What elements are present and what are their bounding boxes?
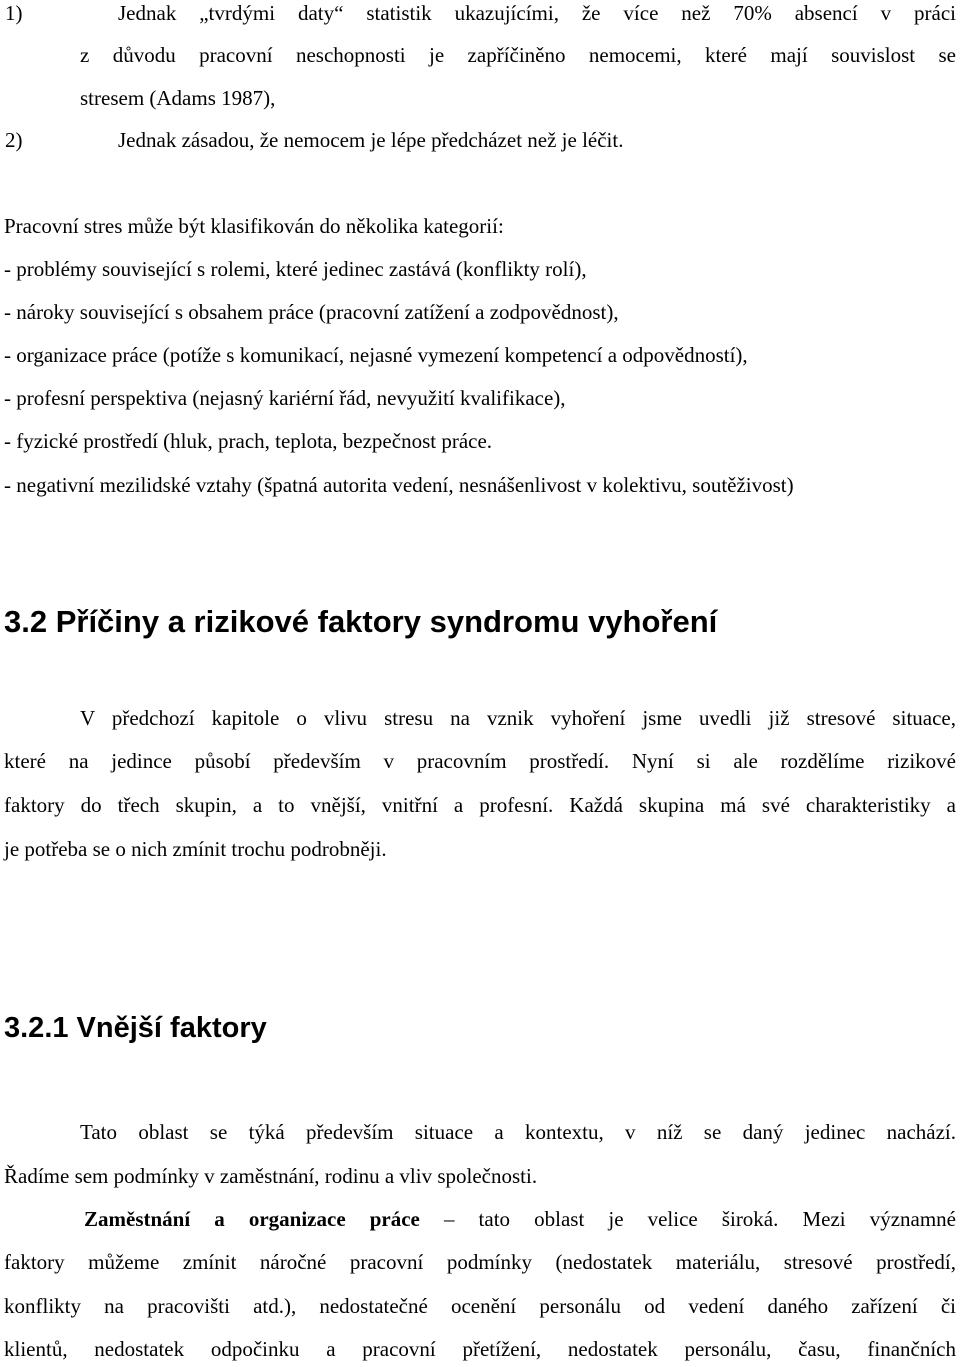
paragraph-line: V předchozí kapitole o vlivu stresu na vznik vyhoření jsme uvedli již stresové situace,: [80, 706, 956, 730]
paragraph-line: je potřeba se o nich zmínit trochu podrobněji.: [4, 837, 387, 861]
paragraph-line: [84, 1206, 956, 1232]
paragraph-line: Tato oblast se týká především situace a kontextu, v níž se daný jedinec nachází.: [80, 1120, 956, 1144]
paragraph-line: konflikty na pracovišti atd.), nedostatečné ocenění personálu od vedení daného zařízení či: [4, 1294, 956, 1318]
paragraph-line: faktory můžeme zmínit náročné pracovní podmínky (nedostatek materiálu, stresové prostředí,: [4, 1250, 956, 1274]
paragraph-line: Řadíme sem podmínky v zaměstnání, rodinu a vliv společnosti.: [4, 1164, 538, 1188]
subsection-heading: 3.2.1 Vnější faktory: [4, 1012, 267, 1044]
list-item: - organizace práce (potíže s komunikací, nejasné vymezení kompetencí a odpovědností),: [4, 343, 748, 367]
section-heading: 3.2 Příčiny a rizikové faktory syndromu vyhoření: [4, 604, 718, 639]
list-number: 2): [5, 128, 23, 152]
bold-term: Zaměstnání a organizace práce: [84, 1207, 420, 1231]
paragraph-line: Jednak zásadou, že nemocem je lépe předcházet než je léčit.: [118, 128, 624, 152]
paragraph-line: Jednak „tvrdými daty“ statistik ukazujícími, že více než 70% absencí v práci: [118, 1, 956, 25]
paragraph-text: – tato oblast je velice široká. Mezi významné: [419, 1207, 956, 1231]
paragraph-line: klientů, nedostatek odpočinku a pracovní přetížení, nedostatek personálu, času, finančních: [4, 1337, 956, 1361]
list-item: - negativní mezilidské vztahy (špatná autorita vedení, nesnášenlivost v kolektivu, soutěživost): [4, 473, 794, 497]
list-number: 1): [5, 1, 23, 25]
paragraph-line: které na jedince působí především v pracovním prostředí. Nyní si ale rozdělíme rizikové: [4, 749, 956, 773]
list-item: - profesní perspektiva (nejasný kariérní řád, nevyužití kvalifikace),: [4, 386, 566, 410]
paragraph-line: z důvodu pracovní neschopnosti je zapříčiněno nemocemi, které mají souvislost se: [80, 43, 956, 67]
list-item: - fyzické prostředí (hluk, prach, teplota, bezpečnost práce.: [4, 429, 493, 453]
stress-intro: Pracovní stres může být klasifikován do několika kategorií:: [4, 214, 504, 238]
list-item: - problémy související s rolemi, které jedinec zastává (konflikty rolí),: [4, 257, 587, 281]
paragraph-line: stresem (Adams 1987),: [80, 86, 276, 110]
list-item: - nároky související s obsahem práce (pracovní zatížení a zodpovědnost),: [4, 300, 619, 324]
paragraph-line: faktory do třech skupin, a to vnější, vnitřní a profesní. Každá skupina má své charakteristiky a: [4, 793, 956, 817]
